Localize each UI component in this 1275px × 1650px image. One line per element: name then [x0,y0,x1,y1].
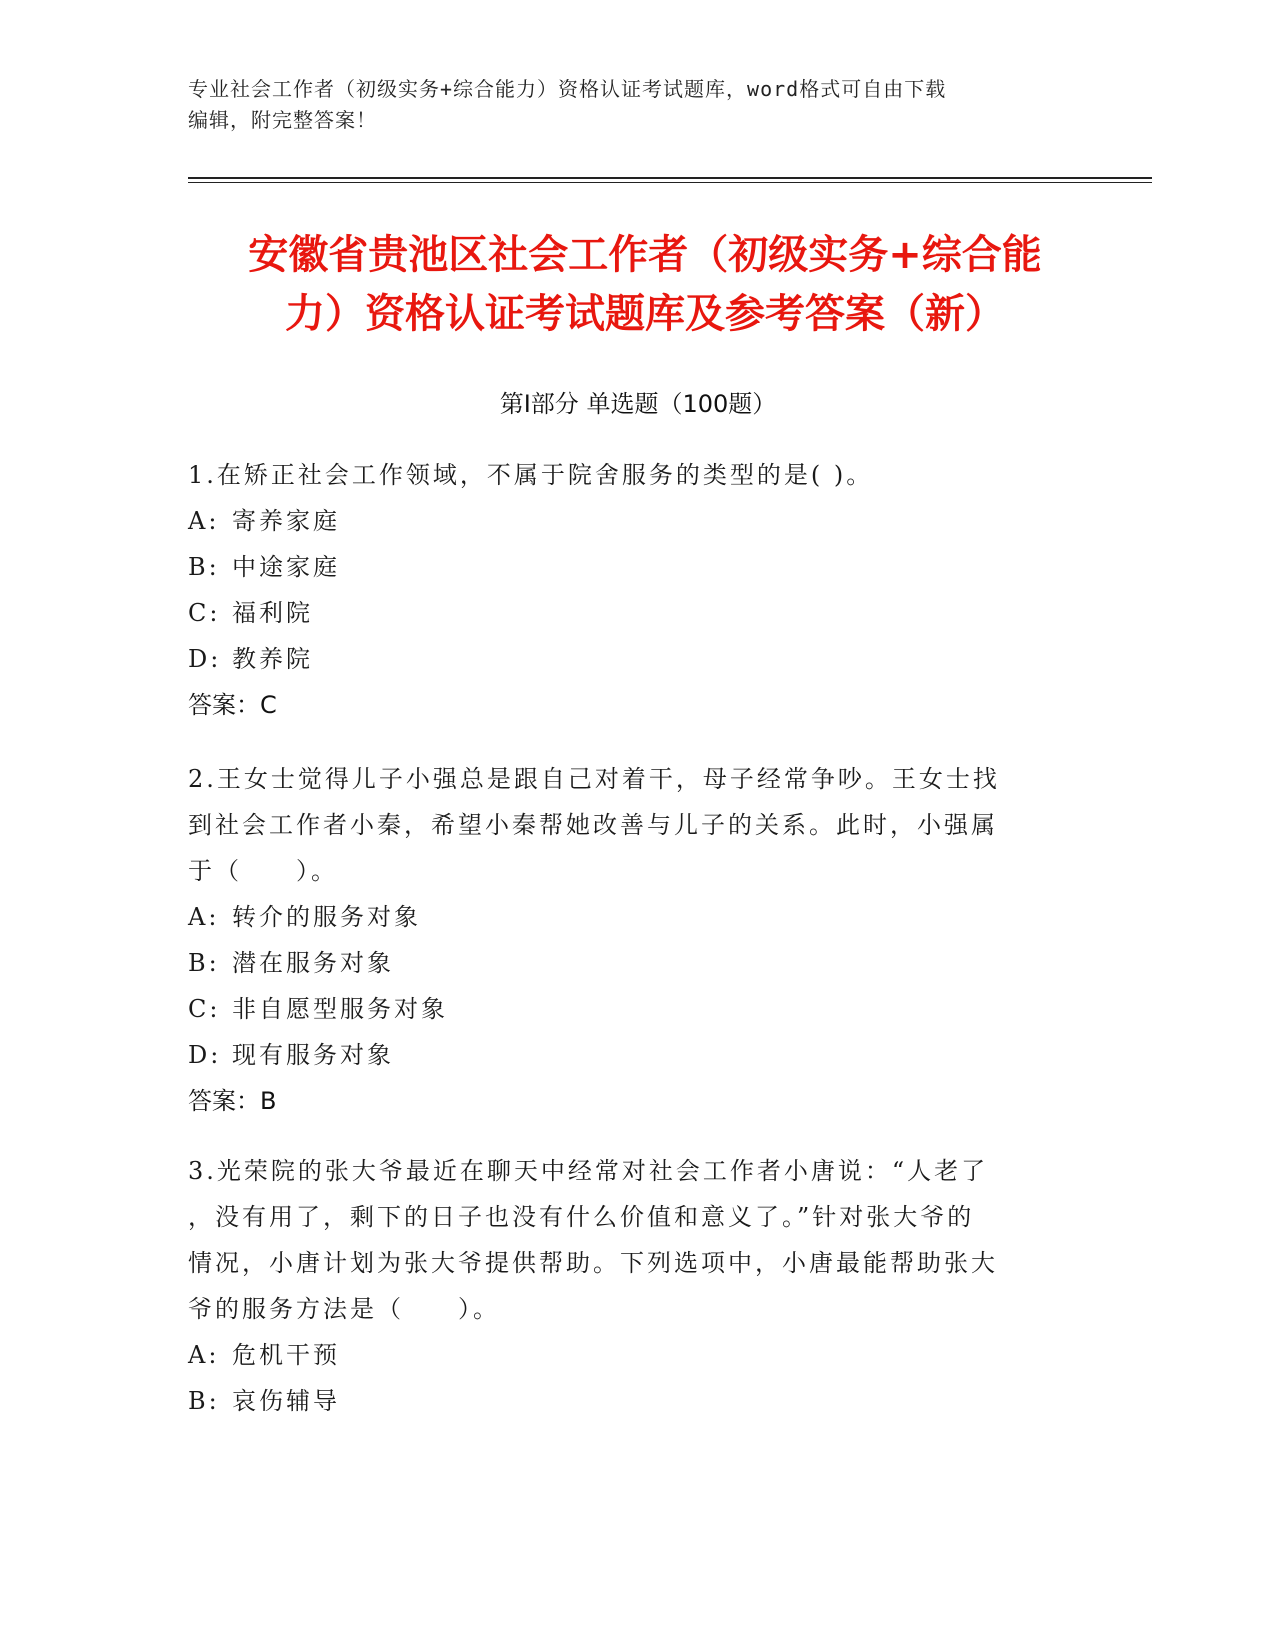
question-stem-line-2: 到社会工作者小秦，希望小秦帮她改善与儿子的关系。此时，小强属 [188,811,998,839]
option-a [188,498,1068,544]
option-text: 中途家庭 [232,553,340,581]
question-stem: 1.在矫正社会工作领域，不属于院舍服务的类型的是( )。 [188,461,874,489]
header-note [188,74,1088,136]
option-letter: D: [188,645,222,673]
option-b [188,544,1068,590]
option-text: 危机干预 [232,1341,340,1369]
option-d [188,1032,1068,1078]
header-note-line-1: 专业社会工作者（初级实务+综合能力）资格认证考试题库，word格式可自由下载 [188,77,947,101]
option-c [188,590,1068,636]
document-title [180,226,1110,344]
answer-line: 答案：B [188,1087,277,1115]
option-a [188,1332,1068,1378]
answer-line: 答案：C [188,691,277,719]
question-stem-line-3: 于（ ）。 [188,857,338,885]
section-heading: 第Ⅰ部分 单选题（100题） [499,390,777,418]
option-letter: B: [188,1387,220,1415]
option-text: 潜在服务对象 [232,949,394,977]
option-d [188,636,1068,682]
option-text: 福利院 [232,599,313,627]
header-divider-thick [188,177,1152,179]
option-text: 非自愿型服务对象 [232,995,448,1023]
option-letter: B: [188,949,220,977]
option-text: 哀伤辅导 [232,1387,340,1415]
option-letter: C: [188,599,221,627]
option-letter: A: [188,903,220,931]
question-2 [188,756,1068,1124]
option-b [188,1378,1068,1424]
question-1 [188,452,1068,728]
document-title-line-2: 力）资格认证考试题库及参考答案（新） [285,291,1005,337]
question-stem-line-1: 2.王女士觉得儿子小强总是跟自己对着干，母子经常争吵。王女士找 [188,765,1000,793]
header-divider-thin [188,182,1152,183]
option-a [188,894,1068,940]
question-stem-line-3: 情况，小唐计划为张大爷提供帮助。下列选项中，小唐最能帮助张大 [188,1249,998,1277]
question-stem-line-2: ，没有用了，剩下的日子也没有什么价值和意义了。”针对张大爷的 [188,1203,975,1231]
option-letter: B: [188,553,220,581]
option-letter: A: [188,507,220,535]
option-letter: D: [188,1041,222,1069]
question-stem-line-4: 爷的服务方法是（ ）。 [188,1295,500,1323]
question-stem-line-1: 3.光荣院的张大爷最近在聊天中经常对社会工作者小唐说：“人老了 [188,1157,989,1185]
question-3 [188,1148,1068,1424]
option-text: 转介的服务对象 [232,903,421,931]
document-title-line-1: 安徽省贵池区社会工作者（初级实务+综合能 [248,232,1042,278]
option-text: 现有服务对象 [232,1041,394,1069]
option-b [188,940,1068,986]
option-text: 教养院 [232,645,313,673]
option-c [188,986,1068,1032]
option-text: 寄养家庭 [232,507,340,535]
option-letter: A: [188,1341,220,1369]
option-letter: C: [188,995,221,1023]
header-note-line-2: 编辑，附完整答案！ [188,108,377,132]
